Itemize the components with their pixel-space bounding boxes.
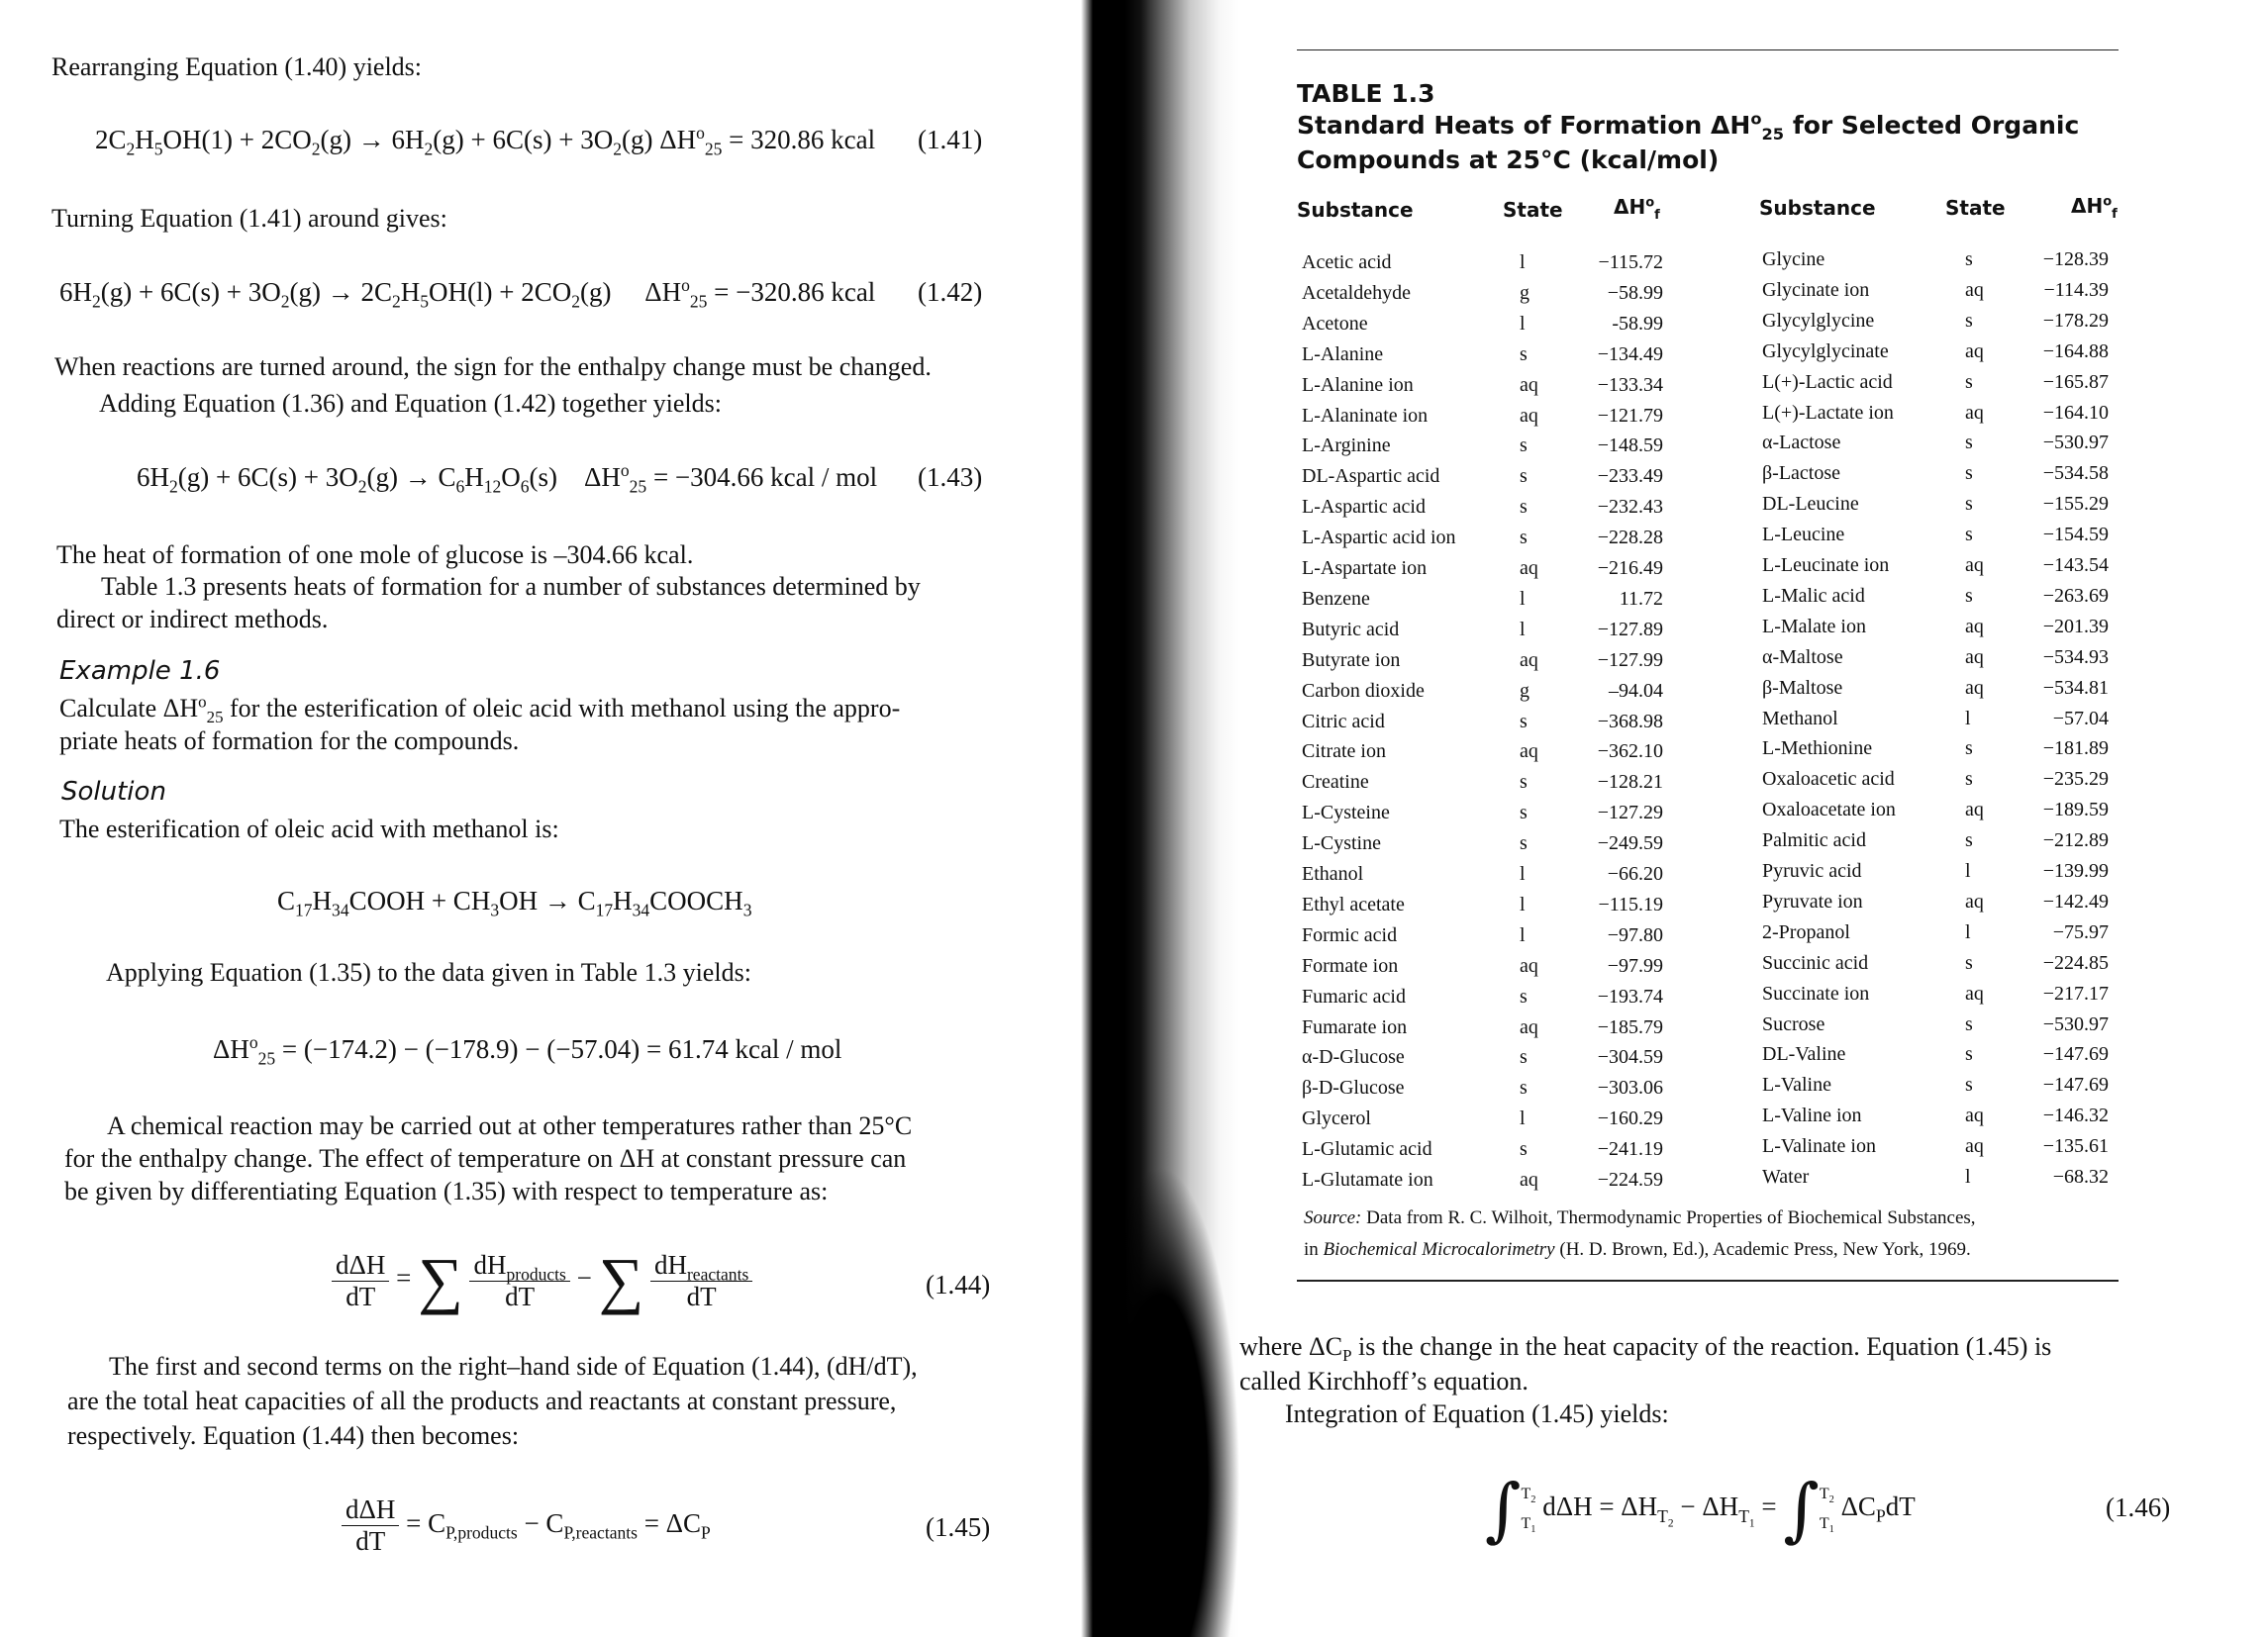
table-cell-substance: L-Aspartic acid ion xyxy=(1302,527,1456,549)
table-cell-value: −534.58 xyxy=(2042,462,2109,485)
table-cell-value: −128.21 xyxy=(1597,771,1663,794)
table-cell-substance: β-Maltose xyxy=(1762,676,1843,699)
example-text-2: priate heats of formation for the compounds. xyxy=(59,726,520,755)
table-cell-value: −189.59 xyxy=(2042,799,2109,821)
table-cell-substance: Succinate ion xyxy=(1762,982,1870,1005)
equation-1-41: $2C_2H_5OH(1) + 2CO_2(g) \to 6H_2(g) + 6C(s) + 3O_2(g) \Delta H^o_{25} = 320.86$ kcal xyxy=(95,123,876,159)
table-cell-substance: Glycinate ion xyxy=(1762,278,1870,301)
col-header-substance-right: Substance xyxy=(1759,196,1876,220)
table-cell-substance: Water xyxy=(1762,1166,1810,1188)
table-cell-state: aq xyxy=(1520,1015,1538,1038)
solution-text: The esterification of oleic acid with methanol is: xyxy=(59,815,559,843)
table-cell-state: l xyxy=(1965,860,1971,882)
table-cell-state: s xyxy=(1965,768,1973,791)
table-cell-state: s xyxy=(1965,1012,1973,1035)
table-cell-value: −68.32 xyxy=(2052,1166,2109,1188)
table-cell-value: −147.69 xyxy=(2042,1043,2109,1066)
table-source-line-1: Source: Data from R. C. Wilhoit, Thermodynamic Properties of Biochemical Substances, xyxy=(1304,1207,1976,1228)
table-cell-state: s xyxy=(1965,309,1973,332)
table-title-line-1: Standard Heats of Formation $\Delta H^o_{25}$ for Selected Organic xyxy=(1297,109,2080,144)
table-cell-value: −75.97 xyxy=(2052,920,2109,943)
table-cell-state: s xyxy=(1520,710,1528,732)
table-cell-value: −530.97 xyxy=(2042,432,2109,454)
table-cell-value: −164.88 xyxy=(2042,339,2109,362)
table-cell-value: −160.29 xyxy=(1597,1107,1663,1130)
table-cell-state: aq xyxy=(1965,278,1984,301)
table-cell-substance: Succinic acid xyxy=(1762,951,1869,974)
table-cell-substance: L-Methionine xyxy=(1762,737,1873,760)
table-cell-value: −135.61 xyxy=(2042,1135,2109,1158)
table-cell-value: −115.72 xyxy=(1598,251,1663,273)
equation-esterification: $C_{17}H_{34}COOH + CH_3OH$ → $C_{17}H_{34}COOCH_3$ xyxy=(277,886,752,920)
table-cell-state: aq xyxy=(1520,557,1538,579)
table-cell-substance: Citrate ion xyxy=(1302,740,1386,763)
table-cell-substance: Formate ion xyxy=(1302,954,1399,977)
table-cell-substance: Glycine xyxy=(1762,248,1825,270)
paragraph-sign-change: When reactions are turned around, the sign for the enthalpy change must be changed. xyxy=(54,352,932,381)
table-cell-value: −139.99 xyxy=(2042,860,2109,882)
table-label: TABLE 1.3 xyxy=(1297,79,1435,108)
equation-number-1-41: (1.41) xyxy=(918,125,983,154)
table-cell-substance: L-Alanine ion xyxy=(1302,373,1414,396)
paragraph-applying: Applying Equation (1.35) to the data given in Table 1.3 yields: xyxy=(106,958,751,987)
table-cell-state: s xyxy=(1520,802,1528,824)
table-cell-state: l xyxy=(1520,312,1526,335)
table-cell-state: s xyxy=(1965,737,1973,760)
table-cell-substance: Sucrose xyxy=(1762,1012,1825,1035)
table-cell-state: s xyxy=(1965,248,1973,270)
table-cell-substance: L-Alanine xyxy=(1302,342,1384,365)
table-source-line-2: in Biochemical Microcalorimetry (H. D. Brown, Ed.), Academic Press, New York, 1969. xyxy=(1304,1239,1971,1260)
paragraph-glucose: The heat of formation of one mole of glucose is –304.66 kcal. xyxy=(56,540,694,569)
table-cell-substance: L(+)-Lactate ion xyxy=(1762,401,1894,424)
table-cell-value: −127.89 xyxy=(1597,618,1663,640)
table-cell-substance: Oxaloacetic acid xyxy=(1762,768,1895,791)
table-cell-value: −114.39 xyxy=(2043,278,2109,301)
table-cell-value: −143.54 xyxy=(2042,554,2109,576)
paragraph-integration: Integration of Equation (1.45) yields: xyxy=(1285,1399,1669,1428)
table-cell-value: −121.79 xyxy=(1597,404,1663,427)
table-cell-state: l xyxy=(1520,893,1526,915)
table-cell-value: −165.87 xyxy=(2042,370,2109,393)
paragraph-temperature-2: for the enthalpy change. The effect of temperature on ΔH at constant pressure can xyxy=(64,1144,907,1173)
table-cell-substance: 2-Propanol xyxy=(1762,920,1850,943)
table-cell-substance: Acetaldehyde xyxy=(1302,281,1411,304)
equation-number-1-46: (1.46) xyxy=(2106,1493,2171,1522)
table-cell-substance: L-Alaninate ion xyxy=(1302,404,1429,427)
table-cell-state: s xyxy=(1965,1074,1973,1097)
table-cell-state: aq xyxy=(1965,615,1984,637)
table-cell-substance: β-D-Glucose xyxy=(1302,1077,1405,1100)
table-cell-value: −368.98 xyxy=(1597,710,1663,732)
table-cell-substance: Methanol xyxy=(1762,707,1838,729)
table-cell-value: −216.49 xyxy=(1597,557,1663,579)
table-cell-substance: L-Arginine xyxy=(1302,434,1391,457)
table-cell-state: l xyxy=(1520,251,1526,273)
table-cell-value: −201.39 xyxy=(2042,615,2109,637)
table-cell-state: aq xyxy=(1965,339,1984,362)
table-cell-value: −142.49 xyxy=(2042,890,2109,913)
table-cell-state: aq xyxy=(1965,645,1984,668)
table-cell-state: l xyxy=(1965,707,1971,729)
table-cell-value: −224.85 xyxy=(2042,951,2109,974)
table-cell-substance: L-Malic acid xyxy=(1762,584,1865,607)
table-cell-substance: Acetone xyxy=(1302,312,1368,335)
col-header-substance-left: Substance xyxy=(1297,198,1414,222)
equation-1-46: ∫ $T_2$ $T_1$ $d\Delta H = \Delta H_{T_2} - \Delta H_{T_1}$ = ∫ $T_2$ $T_1$ $\Delta C_PdT$ xyxy=(1485,1469,1916,1550)
table-cell-substance: Formic acid xyxy=(1302,923,1398,946)
equation-1-42: $6H_2(g) + 6C(s) + 3O_2(g) \to 2C_2H_5OH(l) + 2CO_2(g)$ $\Delta H^o_{25} = -320.86$ kcal xyxy=(59,275,876,312)
example-text-1: Calculate $\Delta H^o_{25}$ for the esterification of oleic acid with methanol using the appro- xyxy=(59,692,901,727)
table-cell-value: −232.43 xyxy=(1597,496,1663,519)
paragraph-adding: Adding Equation (1.36) and Equation (1.42) together yields: xyxy=(99,389,722,418)
table-cell-substance: L(+)-Lactic acid xyxy=(1762,370,1893,393)
col-header-state-left: State xyxy=(1503,198,1563,222)
table-cell-substance: Citric acid xyxy=(1302,710,1385,732)
table-cell-substance: Glycylglycine xyxy=(1762,309,1875,332)
table-cell-value: −263.69 xyxy=(2042,584,2109,607)
table-cell-substance: L-Cysteine xyxy=(1302,802,1390,824)
table-cell-value: −249.59 xyxy=(1597,832,1663,855)
table-cell-value: −154.59 xyxy=(2042,524,2109,546)
table-cell-state: s xyxy=(1965,1043,1973,1066)
table-cell-substance: L-Glutamic acid xyxy=(1302,1138,1432,1161)
table-cell-value: −155.29 xyxy=(2042,493,2109,516)
col-header-dhf-left: $\Delta H^o_f$ xyxy=(1614,195,1660,223)
table-cell-substance: L-Valine xyxy=(1762,1074,1831,1097)
col-header-state-right: State xyxy=(1945,196,2006,220)
table-cell-state: s xyxy=(1520,985,1528,1008)
table-cell-state: s xyxy=(1520,342,1528,365)
table-cell-substance: L-Malate ion xyxy=(1762,615,1866,637)
table-cell-substance: L-Leucinate ion xyxy=(1762,554,1890,576)
table-cell-substance: Fumaric acid xyxy=(1302,985,1406,1008)
equation-1-44: $\frac{\text{dΔH}}{dT}$ = ∑ $\frac{dH_{products}}{dT}$ − ∑ $\frac{dH_{reactants}}{dT}$ xyxy=(332,1249,752,1312)
table-cell-value: −164.10 xyxy=(2042,401,2109,424)
table-cell-value: −217.17 xyxy=(2042,982,2109,1005)
table-cell-substance: Pyruvate ion xyxy=(1762,890,1863,913)
paragraph-terms-2: are the total heat capacities of all the products and reactants at constant pressure, xyxy=(67,1387,897,1415)
table-cell-substance: DL-Leucine xyxy=(1762,493,1859,516)
paragraph-delta-cp: where $\Delta C_P$ is the change in the heat capacity of the reaction. Equation (1.45) is xyxy=(1239,1332,2052,1366)
table-cell-state: l xyxy=(1520,863,1526,885)
table-cell-value: -58.99 xyxy=(1612,312,1663,335)
table-cell-state: aq xyxy=(1520,954,1538,977)
table-cell-value: −97.99 xyxy=(1607,954,1663,977)
table-cell-value: −303.06 xyxy=(1597,1077,1663,1100)
paragraph-kirchhoff: called Kirchhoff’s equation. xyxy=(1239,1367,1528,1396)
equation-number-1-44: (1.44) xyxy=(926,1270,991,1300)
table-cell-substance: L-Aspartic acid xyxy=(1302,496,1426,519)
table-cell-substance: Oxaloacetate ion xyxy=(1762,799,1896,821)
table-cell-value: −127.29 xyxy=(1597,802,1663,824)
table-cell-state: s xyxy=(1520,465,1528,488)
table-cell-state: s xyxy=(1965,462,1973,485)
book-gutter-shadow xyxy=(1081,0,1239,1637)
table-cell-state: l xyxy=(1965,1166,1971,1188)
table-cell-value: −147.69 xyxy=(2042,1074,2109,1097)
table-cell-substance: L-Cystine xyxy=(1302,832,1381,855)
table-cell-value: −241.19 xyxy=(1597,1138,1663,1161)
table-cell-state: aq xyxy=(1520,1169,1538,1191)
table-cell-state: s xyxy=(1965,432,1973,454)
table-cell-substance: Butyric acid xyxy=(1302,618,1400,640)
table-cell-state: s xyxy=(1520,496,1528,519)
table-cell-state: l xyxy=(1520,923,1526,946)
table-cell-value: −115.19 xyxy=(1598,893,1663,915)
paragraph-methods: direct or indirect methods. xyxy=(56,605,329,633)
table-cell-substance: Pyruvic acid xyxy=(1762,860,1862,882)
table-cell-substance: L-Glutamate ion xyxy=(1302,1169,1433,1191)
table-cell-state: aq xyxy=(1965,890,1984,913)
table-top-rule xyxy=(1297,49,2119,50)
paragraph-terms-1: The first and second terms on the right–hand side of Equation (1.44), (dH/dT), xyxy=(109,1352,918,1381)
table-cell-substance: Butyrate ion xyxy=(1302,648,1401,671)
table-cell-state: s xyxy=(1965,584,1973,607)
table-title-line-2: Compounds at 25°C (kcal/mol) xyxy=(1297,145,1720,174)
table-cell-state: s xyxy=(1520,527,1528,549)
equation-number-1-45: (1.45) xyxy=(926,1512,991,1542)
table-cell-state: aq xyxy=(1965,982,1984,1005)
paragraph-turning: Turning Equation (1.41) around gives: xyxy=(51,204,447,233)
table-cell-value: −534.81 xyxy=(2042,676,2109,699)
table-cell-value: −127.99 xyxy=(1597,648,1663,671)
table-cell-state: s xyxy=(1520,1138,1528,1161)
table-cell-state: aq xyxy=(1965,676,1984,699)
table-cell-value: −97.80 xyxy=(1607,923,1663,946)
example-heading: Example 1.6 xyxy=(59,656,221,686)
table-cell-state: g xyxy=(1520,679,1529,702)
table-cell-value: 11.72 xyxy=(1619,587,1663,610)
table-cell-state: aq xyxy=(1520,404,1538,427)
table-cell-value: −185.79 xyxy=(1597,1015,1663,1038)
solution-heading: Solution xyxy=(61,777,166,807)
paragraph-terms-3: respectively. Equation (1.44) then becomes: xyxy=(67,1421,520,1450)
table-cell-substance: Creatine xyxy=(1302,771,1369,794)
table-cell-value: −362.10 xyxy=(1597,740,1663,763)
table-cell-state: s xyxy=(1520,434,1528,457)
table-cell-state: aq xyxy=(1965,1135,1984,1158)
table-cell-substance: Ethanol xyxy=(1302,863,1364,885)
table-cell-substance: Palmitic acid xyxy=(1762,829,1866,852)
table-cell-state: s xyxy=(1520,832,1528,855)
table-cell-state: s xyxy=(1520,1046,1528,1069)
paragraph-table-intro: Table 1.3 presents heats of formation for a number of substances determined by xyxy=(101,572,921,601)
table-cell-state: s xyxy=(1520,1077,1528,1100)
table-cell-substance: Ethyl acetate xyxy=(1302,893,1405,915)
table-cell-value: −212.89 xyxy=(2042,829,2109,852)
table-cell-value: −181.89 xyxy=(2042,737,2109,760)
table-cell-substance: DL-Valine xyxy=(1762,1043,1846,1066)
table-cell-value: −235.29 xyxy=(2042,768,2109,791)
table-cell-substance: Acetic acid xyxy=(1302,251,1392,273)
table-cell-state: s xyxy=(1965,951,1973,974)
table-cell-state: aq xyxy=(1965,554,1984,576)
table-cell-substance: L-Valinate ion xyxy=(1762,1135,1876,1158)
table-cell-state: l xyxy=(1520,587,1526,610)
table-cell-state: s xyxy=(1520,771,1528,794)
equation-number-1-42: (1.42) xyxy=(918,277,983,307)
table-cell-substance: L-Valine ion xyxy=(1762,1105,1862,1127)
table-cell-state: aq xyxy=(1520,740,1538,763)
table-cell-substance: Carbon dioxide xyxy=(1302,679,1425,702)
col-header-dhf-right: $\Delta H^o_f$ xyxy=(2071,194,2118,222)
table-cell-value: −224.59 xyxy=(1597,1169,1663,1191)
table-cell-value: −530.97 xyxy=(2042,1012,2109,1035)
table-cell-state: l xyxy=(1520,1107,1526,1130)
equation-1-45: $\frac{\text{dΔH}}{dT}$ = $C_{P,products} - C_{P,reactants} = \Delta C_P$ xyxy=(342,1494,711,1557)
table-cell-value: –94.04 xyxy=(1609,679,1663,702)
table-cell-value: −193.74 xyxy=(1597,985,1663,1008)
table-cell-value: −134.49 xyxy=(1597,342,1663,365)
paragraph-temperature-1: A chemical reaction may be carried out at other temperatures rather than 25°C xyxy=(107,1111,913,1140)
table-cell-value: −304.59 xyxy=(1597,1046,1663,1069)
table-cell-state: l xyxy=(1520,618,1526,640)
table-cell-value: −66.20 xyxy=(1607,863,1663,885)
table-cell-substance: α-Lactose xyxy=(1762,432,1841,454)
equation-number-1-43: (1.43) xyxy=(918,462,983,492)
table-cell-substance: α-Maltose xyxy=(1762,645,1843,668)
table-cell-state: aq xyxy=(1520,373,1538,396)
paragraph-rearranging: Rearranging Equation (1.40) yields: xyxy=(51,52,423,81)
table-cell-substance: α-D-Glucose xyxy=(1302,1046,1405,1069)
table-cell-state: s xyxy=(1965,493,1973,516)
table-cell-value: −57.04 xyxy=(2052,707,2109,729)
table-cell-substance: L-Leucine xyxy=(1762,524,1845,546)
table-cell-value: −58.99 xyxy=(1607,281,1663,304)
table-cell-value: −133.34 xyxy=(1597,373,1663,396)
table-cell-value: −146.32 xyxy=(2042,1105,2109,1127)
table-cell-state: s xyxy=(1965,829,1973,852)
table-cell-substance: β-Lactose xyxy=(1762,462,1841,485)
table-cell-state: l xyxy=(1965,920,1971,943)
table-cell-substance: Glycerol xyxy=(1302,1107,1371,1130)
table-bottom-rule xyxy=(1297,1280,2119,1282)
table-cell-substance: Benzene xyxy=(1302,587,1370,610)
table-cell-state: aq xyxy=(1965,1105,1984,1127)
table-cell-state: aq xyxy=(1965,401,1984,424)
table-cell-substance: Glycylglycinate xyxy=(1762,339,1889,362)
equation-1-43: $6H_2(g) + 6C(s) + 3O_2(g) \to C_6H_{12}O_6(s)$ $\Delta H^o_{25} = -304.66$ kcal / mol xyxy=(137,460,878,497)
table-cell-value: −233.49 xyxy=(1597,465,1663,488)
table-cell-substance: Fumarate ion xyxy=(1302,1015,1408,1038)
table-cell-state: aq xyxy=(1520,648,1538,671)
table-cell-substance: L-Aspartate ion xyxy=(1302,557,1428,579)
table-cell-substance: DL-Aspartic acid xyxy=(1302,465,1440,488)
paragraph-temperature-3: be given by differentiating Equation (1.35) with respect to temperature as: xyxy=(64,1177,829,1205)
table-cell-state: g xyxy=(1520,281,1529,304)
equation-calculation: $\Delta H^o_{25} = (-174.2) - (-178.9) - (-57.04) = 61.74$ kcal / mol xyxy=(213,1032,842,1069)
table-cell-state: aq xyxy=(1965,799,1984,821)
table-cell-value: −178.29 xyxy=(2042,309,2109,332)
table-cell-value: −148.59 xyxy=(1597,434,1663,457)
table-cell-value: −228.28 xyxy=(1597,527,1663,549)
table-cell-state: s xyxy=(1965,370,1973,393)
table-cell-value: −128.39 xyxy=(2042,248,2109,270)
table-cell-state: s xyxy=(1965,524,1973,546)
table-cell-value: −534.93 xyxy=(2042,645,2109,668)
